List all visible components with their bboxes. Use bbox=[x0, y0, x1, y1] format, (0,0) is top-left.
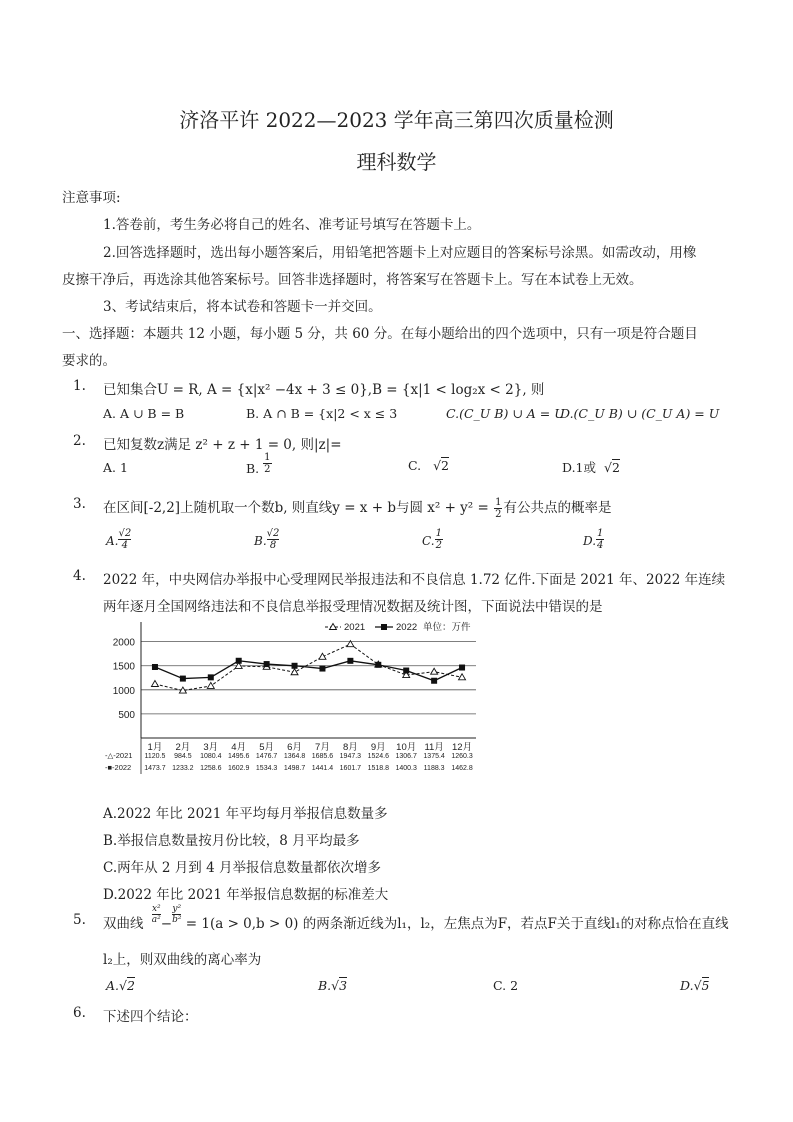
sqrt-icon: √ bbox=[693, 978, 702, 993]
table-cell: 1462.8 bbox=[451, 765, 473, 772]
option-b: B.举报信息数量按月份比较，8 月平均最多 bbox=[103, 833, 360, 849]
table-cell: 1495.6 bbox=[227, 753, 250, 760]
option-label: B. bbox=[318, 978, 332, 993]
table-cell: 1534.3 bbox=[255, 765, 278, 772]
radicand: 2 bbox=[124, 528, 132, 539]
fraction-denominator: 4 bbox=[121, 540, 129, 551]
option-c bbox=[408, 458, 449, 473]
table-cell: 1080.4 bbox=[200, 753, 222, 760]
option-d bbox=[680, 978, 709, 993]
data-point-2022 bbox=[292, 663, 298, 669]
option-c bbox=[422, 528, 443, 551]
stem-text: = 1(a > 0,b > 0) 的两条渐近线为l₁，l₂，左焦点为F，若点F关于直线l₁的对称点恰在直线 bbox=[185, 916, 729, 932]
question-number: 1. bbox=[73, 378, 86, 394]
question-number: 6. bbox=[73, 1005, 86, 1021]
sqrt-icon: √ bbox=[118, 528, 125, 539]
option-label: A. bbox=[106, 978, 120, 993]
sqrt-icon: √ bbox=[604, 460, 612, 475]
option-a: A. 1 bbox=[103, 460, 128, 475]
option-a: A.2022 年比 2021 年平均每月举报信息数量多 bbox=[103, 806, 388, 822]
data-point-2021 bbox=[459, 674, 466, 680]
table-cell: 1947.3 bbox=[339, 753, 362, 760]
fraction-denominator: 8 bbox=[269, 540, 277, 551]
minus-sign: − bbox=[160, 916, 173, 932]
fraction-numerator: 1 bbox=[495, 497, 502, 508]
x-tick-label: 12月 bbox=[452, 742, 473, 753]
stem-text: 双曲线 bbox=[103, 916, 144, 932]
x-tick-label: 11月 bbox=[424, 742, 444, 753]
data-point-2022 bbox=[180, 676, 186, 682]
table-cell: 1518.8 bbox=[367, 765, 390, 772]
question-stem: 2022 年，中央网信办举报中心受理网民举报违法和不良信息 1.72 亿件.下面是 2021 年、2022 年连续 bbox=[103, 572, 726, 588]
data-point-2022 bbox=[319, 666, 325, 672]
question-stem-cont: l₂上，则双曲线的离心率为 bbox=[103, 952, 262, 968]
question-number: 2. bbox=[73, 433, 86, 449]
table-cell: 1260.3 bbox=[451, 753, 473, 760]
question-stem: 已知集合U = R, A = {x|x² −4x + 3 ≤ 0},B = {x|1 < log₂x < 2}, 则 bbox=[103, 382, 545, 398]
data-point-2021 bbox=[207, 682, 214, 688]
radicand: 2 bbox=[611, 460, 620, 475]
option-b: B. A ∩ B = {x|2 < x ≤ 3 bbox=[246, 406, 398, 421]
data-point-2022 bbox=[459, 665, 465, 671]
data-table bbox=[105, 751, 473, 772]
option-label: A. bbox=[106, 534, 119, 548]
legend-label-2021: 2021 bbox=[344, 622, 366, 633]
option-label: B. bbox=[246, 461, 260, 476]
notice-item-2b: 皮擦干净后，再选涂其他答案标号。回答非选择题时，将答案写在答题卡上。写在本试卷上无效。 bbox=[62, 272, 643, 288]
option-a bbox=[106, 978, 135, 993]
sqrt-icon: √ bbox=[433, 458, 442, 473]
data-point-2022 bbox=[431, 678, 437, 684]
option-label: D.1或 bbox=[562, 460, 597, 475]
data-point-2022 bbox=[208, 674, 214, 680]
x-tick-label: 6月 bbox=[287, 742, 302, 753]
y-tick-labels bbox=[113, 638, 136, 721]
table-cell: 1233.2 bbox=[172, 765, 194, 772]
option-b bbox=[318, 978, 347, 993]
table-cell: 1441.4 bbox=[311, 765, 334, 772]
line-chart bbox=[103, 618, 495, 780]
legend-unit: 单位：万件 bbox=[423, 622, 471, 633]
fraction-numerator: 1 bbox=[435, 528, 442, 539]
option-label: C. bbox=[408, 458, 422, 473]
table-row-label: -△-2021 bbox=[105, 751, 133, 760]
table-cell: 1498.7 bbox=[283, 765, 306, 772]
table-cell: 1258.6 bbox=[200, 765, 222, 772]
data-point-2021 bbox=[151, 681, 158, 687]
option-d: D.(C_U B) ∪ (C_U A) = U bbox=[560, 406, 720, 421]
fraction-denominator: b² bbox=[172, 915, 182, 925]
option-c: C.(C_U B) ∪ A = U bbox=[446, 406, 565, 421]
sqrt-icon: √ bbox=[331, 978, 340, 993]
question-stem: 已知复数z满足 z² + z + 1 = 0, 则|z|= bbox=[103, 437, 342, 453]
table-cell: 1476.7 bbox=[255, 753, 278, 760]
table-cell: 984.5 bbox=[174, 753, 192, 760]
legend-marker-2022 bbox=[381, 624, 387, 630]
fraction-numerator: x² bbox=[151, 904, 161, 914]
option-b bbox=[246, 452, 272, 475]
x-tick-labels bbox=[148, 742, 473, 753]
question-number: 3. bbox=[73, 496, 86, 512]
data-point-2022 bbox=[375, 662, 381, 668]
series-line-2022 bbox=[155, 661, 462, 681]
table-cell: 1188.3 bbox=[423, 765, 445, 772]
table-cell: 1602.9 bbox=[227, 765, 250, 772]
option-label: D. bbox=[680, 978, 694, 993]
option-label: B. bbox=[254, 534, 267, 548]
x-tick-label: 2月 bbox=[175, 742, 191, 753]
chart-legend bbox=[325, 621, 471, 633]
option-c: C. 2 bbox=[493, 978, 519, 993]
x-tick-label: 7月 bbox=[315, 742, 330, 753]
option-label: C. bbox=[422, 534, 435, 548]
chart-series bbox=[151, 641, 465, 693]
x-tick-label: 5月 bbox=[259, 742, 275, 753]
question-stem bbox=[103, 904, 729, 932]
question-number: 5. bbox=[73, 912, 86, 928]
table-cell: 1685.6 bbox=[311, 753, 334, 760]
legend-label-2022: 2022 bbox=[396, 622, 418, 633]
fraction-denominator: 2 bbox=[435, 540, 442, 551]
stem-text: 在区间[-2,2]上随机取一个数b, 则直线y = x + b与圆 x² + y² = bbox=[103, 500, 489, 516]
table-cell: 1306.7 bbox=[395, 753, 417, 760]
data-point-2021 bbox=[431, 668, 438, 674]
x-tick-label: 9月 bbox=[370, 742, 386, 753]
option-b bbox=[254, 528, 279, 551]
notice-item-1: 1.答卷前，考生务必将自己的姓名、准考证号填写在答题卡上。 bbox=[103, 217, 481, 233]
x-tick-label: 3月 bbox=[203, 742, 219, 753]
radicand: 2 bbox=[441, 458, 449, 473]
option-a bbox=[106, 528, 131, 551]
x-tick-label: 10月 bbox=[396, 742, 417, 753]
table-cell: 1375.4 bbox=[423, 753, 445, 760]
x-tick-label: 8月 bbox=[342, 742, 358, 753]
table-row-label: -■-2022 bbox=[105, 763, 132, 772]
data-point-2022 bbox=[152, 664, 158, 670]
notice-heading: 注意事项: bbox=[62, 190, 121, 206]
page-title: 济洛平许 2022—2023 学年高三第四次质量检测 bbox=[179, 108, 614, 132]
fraction-numerator: 1 bbox=[264, 452, 271, 463]
fraction-denominator: 2 bbox=[495, 509, 502, 520]
fraction-denominator: a² bbox=[151, 915, 161, 925]
page-subtitle: 理科数学 bbox=[356, 150, 437, 174]
table-cell: 1120.5 bbox=[144, 753, 166, 760]
data-point-2022 bbox=[403, 668, 409, 674]
radicand: 2 bbox=[126, 978, 135, 993]
table-cell: 1524.6 bbox=[367, 753, 390, 760]
fraction-denominator: 4 bbox=[597, 540, 604, 551]
sqrt-icon: √ bbox=[119, 978, 127, 993]
sqrt-icon: √ bbox=[266, 528, 274, 539]
data-point-2022 bbox=[347, 658, 353, 664]
table-cell: 1601.7 bbox=[339, 765, 362, 772]
notice-item-3: 3、考试结束后，将本试卷和答题卡一并交回。 bbox=[103, 299, 382, 315]
data-point-2022 bbox=[264, 661, 270, 667]
y-tick-label: 2000 bbox=[112, 637, 135, 649]
option-d bbox=[562, 458, 620, 476]
data-point-2021 bbox=[319, 653, 326, 659]
section-heading-cont: 要求的。 bbox=[62, 353, 116, 369]
radicand: 2 bbox=[273, 528, 280, 539]
table-cell: 1473.7 bbox=[144, 765, 166, 772]
x-tick-label: 4月 bbox=[231, 742, 247, 753]
radicand: 3 bbox=[339, 978, 348, 993]
question-stem: 下述四个结论： bbox=[103, 1009, 198, 1025]
fraction-denominator: 2 bbox=[264, 464, 271, 475]
question-stem bbox=[103, 496, 611, 520]
option-d: D.2022 年比 2021 年举报信息数据的标准差大 bbox=[103, 887, 389, 903]
x-tick-label: 1月 bbox=[147, 742, 163, 753]
stem-text: 有公共点的概率是 bbox=[503, 500, 612, 516]
fraction-numerator: 1 bbox=[597, 528, 604, 539]
question-stem-cont: 两年逐月全国网络违法和不良信息举报受理情况数据及统计图，下面说法中错误的是 bbox=[103, 599, 603, 615]
section-heading: 一、选择题：本题共 12 小题，每小题 5 分，共 60 分。在每小题给出的四个选项中，只有一项是符合题目 bbox=[62, 326, 698, 342]
y-tick-label: 500 bbox=[118, 709, 135, 721]
question-number: 4. bbox=[73, 568, 86, 584]
radicand: 5 bbox=[701, 978, 710, 993]
y-tick-label: 1000 bbox=[112, 685, 135, 697]
y-tick-label: 1500 bbox=[112, 661, 135, 673]
notice-item-2a: 2.回答选择题时，选出每小题答案后，用铅笔把答题卡上对应题目的答案标号涂黑。如需改动，用橡 bbox=[103, 245, 697, 261]
option-a: A. A ∪ B = B bbox=[103, 406, 185, 421]
table-cell: 1400.3 bbox=[395, 765, 417, 772]
table-cell: 1364.8 bbox=[283, 753, 306, 760]
option-d bbox=[583, 528, 604, 551]
option-label: D. bbox=[583, 534, 597, 548]
fraction-numerator: y² bbox=[172, 904, 182, 914]
data-point-2022 bbox=[236, 658, 242, 664]
option-c: C.两年从 2 月到 4 月举报信息数量都依次增多 bbox=[103, 860, 381, 876]
